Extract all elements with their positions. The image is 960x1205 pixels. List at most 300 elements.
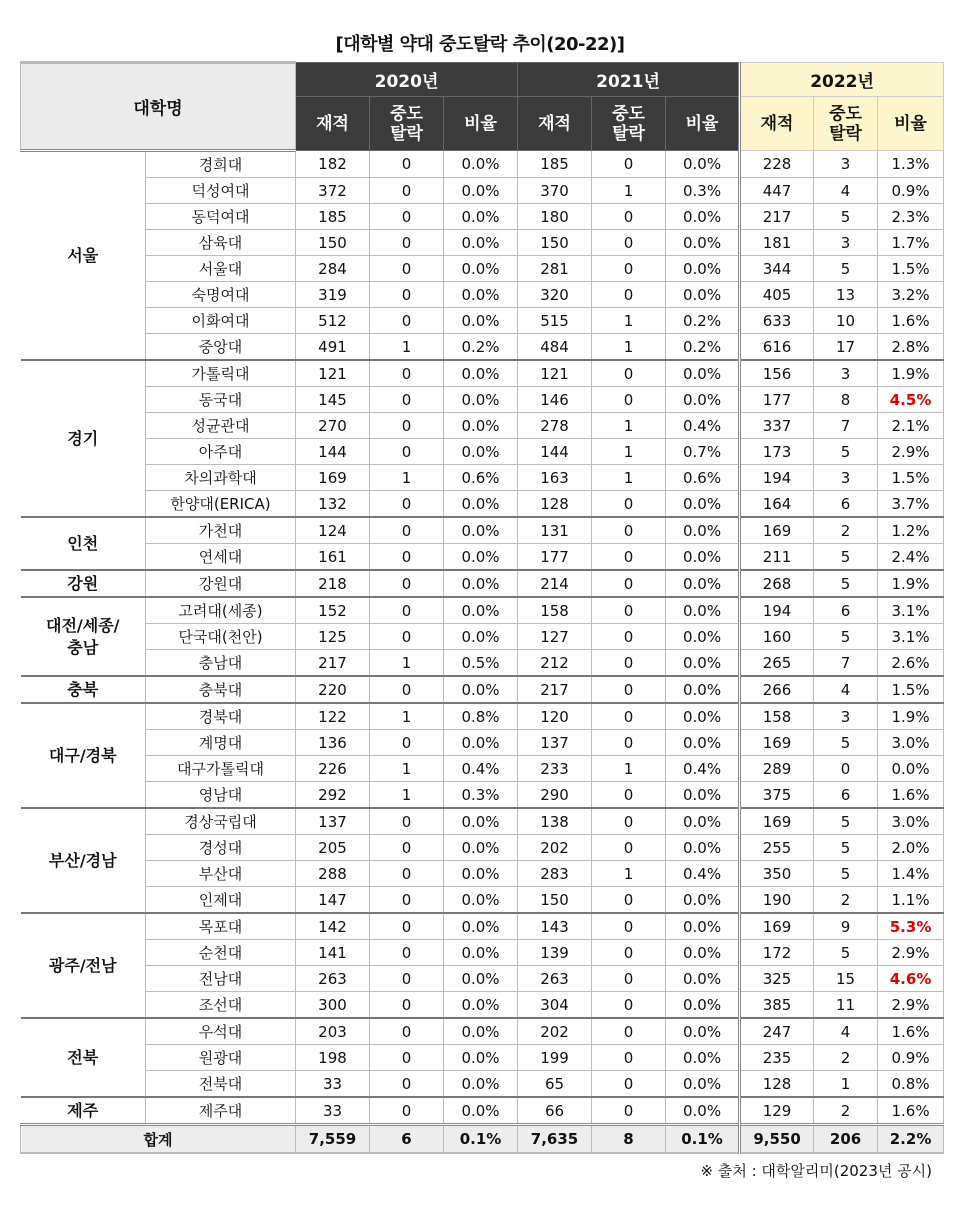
table-row: [21, 1097, 944, 1125]
value-cell: 289: [740, 756, 814, 782]
value-cell: 0: [592, 282, 666, 308]
value-cell: 139: [518, 940, 592, 966]
value-cell: 0.0%: [666, 1045, 740, 1071]
value-cell: 2.9%: [878, 439, 944, 465]
value-cell: 300: [296, 992, 370, 1019]
value-cell: 337: [740, 413, 814, 439]
value-cell: 129: [740, 1097, 814, 1125]
value-cell: 2.8%: [878, 334, 944, 361]
value-cell: 5: [814, 808, 878, 835]
university-name: 이화여대: [146, 308, 296, 334]
value-cell: 1: [370, 756, 444, 782]
university-name: 고려대(세종): [146, 597, 296, 624]
total-value: 9,550: [740, 1125, 814, 1154]
value-cell: 0.0%: [444, 1097, 518, 1125]
value-cell: 484: [518, 334, 592, 361]
value-cell: 0.2%: [666, 334, 740, 361]
value-cell: 0.0%: [666, 992, 740, 1019]
value-cell: 0.0%: [444, 992, 518, 1019]
value-cell: 0.0%: [666, 387, 740, 413]
value-cell: 4: [814, 676, 878, 703]
value-cell: 0.0%: [666, 913, 740, 940]
value-cell: 0.0%: [444, 204, 518, 230]
value-cell: 304: [518, 992, 592, 1019]
university-name: 경성대: [146, 835, 296, 861]
value-cell: 5: [814, 204, 878, 230]
value-cell: 1.6%: [878, 1018, 944, 1045]
value-cell: 0.4%: [666, 756, 740, 782]
header-year-2020: 2020년: [296, 63, 518, 97]
header-year-2022: 2022년: [740, 63, 944, 97]
value-cell: 1.6%: [878, 1097, 944, 1125]
table-row: [21, 151, 944, 178]
value-cell: 0.0%: [666, 1018, 740, 1045]
table-row: [21, 808, 944, 835]
value-cell: 0.0%: [666, 1097, 740, 1125]
value-cell: 203: [296, 1018, 370, 1045]
value-cell: 3.2%: [878, 282, 944, 308]
value-cell: 177: [740, 387, 814, 413]
university-name: 아주대: [146, 439, 296, 465]
university-name: 경북대: [146, 703, 296, 730]
value-cell: 2: [814, 1097, 878, 1125]
value-cell: 0: [370, 360, 444, 387]
value-cell: 1: [592, 756, 666, 782]
university-name: 가천대: [146, 517, 296, 544]
table-row: [21, 597, 944, 624]
value-cell: 283: [518, 861, 592, 887]
value-cell: 169: [740, 730, 814, 756]
table-row: [21, 624, 944, 650]
university-name: 충북대: [146, 676, 296, 703]
value-cell: 0: [592, 966, 666, 992]
value-cell: 156: [740, 360, 814, 387]
value-cell: 0: [592, 703, 666, 730]
value-cell: 0.2%: [666, 308, 740, 334]
value-cell: 0: [592, 204, 666, 230]
value-cell: 372: [296, 178, 370, 204]
value-cell: 194: [740, 597, 814, 624]
value-cell: 0.0%: [666, 204, 740, 230]
value-cell: 350: [740, 861, 814, 887]
value-cell: 4: [814, 1018, 878, 1045]
region-cell: 부산/경남: [21, 808, 146, 913]
value-cell: 1.6%: [878, 782, 944, 809]
value-cell: 447: [740, 178, 814, 204]
value-cell: 0.0%: [666, 570, 740, 597]
table-row: [21, 703, 944, 730]
value-cell: 281: [518, 256, 592, 282]
value-cell: 0.0%: [444, 544, 518, 571]
value-cell: 5: [814, 940, 878, 966]
value-cell: 5: [814, 835, 878, 861]
value-cell: 0: [370, 544, 444, 571]
value-cell: 0.9%: [878, 1045, 944, 1071]
value-cell: 161: [296, 544, 370, 571]
value-cell: 1: [370, 703, 444, 730]
university-name: 목포대: [146, 913, 296, 940]
value-cell: 0: [370, 966, 444, 992]
value-cell: 0: [592, 782, 666, 809]
total-value: 8: [592, 1125, 666, 1154]
value-cell: 0.0%: [444, 413, 518, 439]
value-cell: 214: [518, 570, 592, 597]
value-cell: 0.7%: [666, 439, 740, 465]
value-cell: 190: [740, 887, 814, 914]
value-cell: 405: [740, 282, 814, 308]
value-cell: 633: [740, 308, 814, 334]
value-cell: 1.5%: [878, 676, 944, 703]
value-cell: 1: [592, 308, 666, 334]
value-cell: 0.0%: [666, 360, 740, 387]
value-cell: 278: [518, 413, 592, 439]
value-cell: 2: [814, 517, 878, 544]
value-cell: 0.0%: [666, 491, 740, 518]
value-cell: 169: [740, 808, 814, 835]
value-cell: 169: [740, 913, 814, 940]
value-cell: 0: [592, 230, 666, 256]
value-cell: 137: [296, 808, 370, 835]
region-cell: 인천: [21, 517, 146, 570]
value-cell: 0.0%: [444, 730, 518, 756]
region-cell: 강원: [21, 570, 146, 597]
value-cell: 0: [592, 517, 666, 544]
region-cell: 경기: [21, 360, 146, 517]
value-cell: 0: [370, 1097, 444, 1125]
table-row: [21, 282, 944, 308]
region-cell: 서울: [21, 151, 146, 361]
total-value: 7,635: [518, 1125, 592, 1154]
header-university: 대학명: [21, 63, 296, 151]
value-cell: 0: [370, 835, 444, 861]
university-name: 전남대: [146, 966, 296, 992]
value-cell: 131: [518, 517, 592, 544]
university-name: 경희대: [146, 151, 296, 178]
value-cell: 194: [740, 465, 814, 491]
value-cell: 1: [370, 782, 444, 809]
value-cell: 10: [814, 308, 878, 334]
table-row: [21, 256, 944, 282]
value-cell: 0: [370, 178, 444, 204]
value-cell: 220: [296, 676, 370, 703]
region-cell: 전북: [21, 1018, 146, 1097]
value-cell: 0.0%: [444, 308, 518, 334]
value-cell: 3.1%: [878, 597, 944, 624]
header-ratio-2022: 비율: [878, 97, 944, 151]
value-cell: 0.0%: [444, 491, 518, 518]
value-cell: 0.8%: [444, 703, 518, 730]
value-cell: 1: [370, 650, 444, 677]
value-cell: 164: [740, 491, 814, 518]
value-cell: 0.0%: [666, 517, 740, 544]
value-cell: 0.4%: [444, 756, 518, 782]
value-cell: 147: [296, 887, 370, 914]
total-value: 2.2%: [878, 1125, 944, 1154]
table-row: [21, 334, 944, 361]
value-cell: 263: [296, 966, 370, 992]
region-cell: 대전/세종/ 충남: [21, 597, 146, 676]
value-cell: 0: [370, 913, 444, 940]
total-value: 0.1%: [444, 1125, 518, 1154]
value-cell: 1.3%: [878, 151, 944, 178]
value-cell: 0.0%: [666, 782, 740, 809]
value-cell: 1: [814, 1071, 878, 1098]
value-cell: 1.9%: [878, 703, 944, 730]
university-name: 가톨릭대: [146, 360, 296, 387]
table-row: [21, 413, 944, 439]
value-cell: 8: [814, 387, 878, 413]
table-row: [21, 491, 944, 518]
university-name: 원광대: [146, 1045, 296, 1071]
value-cell: 142: [296, 913, 370, 940]
value-cell: 1.2%: [878, 517, 944, 544]
value-cell: 1: [592, 334, 666, 361]
value-cell: 385: [740, 992, 814, 1019]
value-cell: 270: [296, 413, 370, 439]
value-cell: 120: [518, 703, 592, 730]
value-cell: 1.9%: [878, 360, 944, 387]
value-cell: 0.0%: [444, 360, 518, 387]
value-cell: 0.0%: [666, 151, 740, 178]
value-cell: 0.0%: [444, 256, 518, 282]
value-cell: 5: [814, 570, 878, 597]
value-cell: 0: [592, 1045, 666, 1071]
value-cell: 1: [592, 413, 666, 439]
value-cell: 1: [370, 465, 444, 491]
university-name: 한양대(ERICA): [146, 491, 296, 518]
value-cell: 9: [814, 913, 878, 940]
value-cell: 0.3%: [444, 782, 518, 809]
region-cell: 광주/전남: [21, 913, 146, 1018]
value-cell: 0: [592, 676, 666, 703]
value-cell: 0: [370, 940, 444, 966]
value-cell: 0.0%: [444, 597, 518, 624]
value-cell: 344: [740, 256, 814, 282]
value-cell: 0.0%: [666, 230, 740, 256]
value-cell: 122: [296, 703, 370, 730]
university-name: 충남대: [146, 650, 296, 677]
value-cell: 169: [740, 517, 814, 544]
header-ratio-2020: 비율: [444, 97, 518, 151]
value-cell: 3: [814, 465, 878, 491]
value-cell: 2.9%: [878, 992, 944, 1019]
value-cell: 152: [296, 597, 370, 624]
value-cell: 0.0%: [666, 730, 740, 756]
value-cell: 3.0%: [878, 808, 944, 835]
value-cell: 288: [296, 861, 370, 887]
university-name: 중앙대: [146, 334, 296, 361]
value-cell: 226: [296, 756, 370, 782]
value-cell: 0.3%: [666, 178, 740, 204]
university-name: 제주대: [146, 1097, 296, 1125]
value-cell: 0.5%: [444, 650, 518, 677]
table-row: [21, 940, 944, 966]
table-row: [21, 756, 944, 782]
value-cell: 3: [814, 151, 878, 178]
value-cell: 66: [518, 1097, 592, 1125]
value-cell: 0: [592, 887, 666, 914]
header-enrolled-2021: 재적: [518, 97, 592, 151]
value-cell: 0: [592, 360, 666, 387]
value-cell: 65: [518, 1071, 592, 1098]
total-value: 206: [814, 1125, 878, 1154]
value-cell: 0: [592, 387, 666, 413]
table-row: [21, 570, 944, 597]
value-cell: 141: [296, 940, 370, 966]
value-cell: 199: [518, 1045, 592, 1071]
value-cell: 0: [592, 544, 666, 571]
university-name: 우석대: [146, 1018, 296, 1045]
header-enrolled-2020: 재적: [296, 97, 370, 151]
total-value: 6: [370, 1125, 444, 1154]
value-cell: 163: [518, 465, 592, 491]
university-name: 부산대: [146, 861, 296, 887]
value-cell: 0: [592, 835, 666, 861]
value-cell: 0: [592, 1018, 666, 1045]
value-cell: 0.0%: [444, 517, 518, 544]
value-cell: 0.6%: [666, 465, 740, 491]
value-cell: 0.2%: [444, 334, 518, 361]
total-row: [21, 1125, 944, 1154]
value-cell: 5.3%: [878, 913, 944, 940]
value-cell: 146: [518, 387, 592, 413]
total-label: 합계: [21, 1125, 296, 1154]
region-cell: 대구/경북: [21, 703, 146, 808]
value-cell: 0.0%: [666, 808, 740, 835]
value-cell: 0.0%: [666, 940, 740, 966]
table-row: [21, 387, 944, 413]
value-cell: 0.0%: [444, 178, 518, 204]
value-cell: 370: [518, 178, 592, 204]
value-cell: 0: [370, 808, 444, 835]
header-dropout-2021: 중도 탈락: [592, 97, 666, 151]
value-cell: 0: [370, 1071, 444, 1098]
value-cell: 198: [296, 1045, 370, 1071]
university-name: 계명대: [146, 730, 296, 756]
value-cell: 0: [592, 624, 666, 650]
value-cell: 138: [518, 808, 592, 835]
value-cell: 143: [518, 913, 592, 940]
value-cell: 0.0%: [444, 835, 518, 861]
value-cell: 33: [296, 1071, 370, 1098]
value-cell: 3.0%: [878, 730, 944, 756]
value-cell: 0: [592, 913, 666, 940]
value-cell: 158: [518, 597, 592, 624]
university-name: 삼육대: [146, 230, 296, 256]
university-name: 순천대: [146, 940, 296, 966]
university-name: 대구가톨릭대: [146, 756, 296, 782]
value-cell: 121: [518, 360, 592, 387]
header-ratio-2021: 비율: [666, 97, 740, 151]
value-cell: 0: [370, 282, 444, 308]
value-cell: 0.0%: [666, 676, 740, 703]
table-row: [21, 913, 944, 940]
value-cell: 0: [592, 1097, 666, 1125]
value-cell: 128: [518, 491, 592, 518]
value-cell: 1.6%: [878, 308, 944, 334]
university-name: 차의과학대: [146, 465, 296, 491]
table-row: [21, 544, 944, 571]
header-dropout-2020: 중도 탈락: [370, 97, 444, 151]
value-cell: 144: [518, 439, 592, 465]
value-cell: 217: [296, 650, 370, 677]
value-cell: 5: [814, 256, 878, 282]
value-cell: 128: [740, 1071, 814, 1098]
value-cell: 228: [740, 151, 814, 178]
university-name: 숙명여대: [146, 282, 296, 308]
value-cell: 616: [740, 334, 814, 361]
value-cell: 0: [592, 940, 666, 966]
value-cell: 0.0%: [666, 835, 740, 861]
value-cell: 0: [592, 808, 666, 835]
table-row: [21, 1071, 944, 1098]
value-cell: 3: [814, 230, 878, 256]
value-cell: 218: [296, 570, 370, 597]
value-cell: 0.0%: [444, 1071, 518, 1098]
value-cell: 0.0%: [444, 570, 518, 597]
value-cell: 6: [814, 491, 878, 518]
table-row: [21, 517, 944, 544]
value-cell: 292: [296, 782, 370, 809]
university-name: 연세대: [146, 544, 296, 571]
value-cell: 15: [814, 966, 878, 992]
value-cell: 3: [814, 703, 878, 730]
value-cell: 268: [740, 570, 814, 597]
value-cell: 0.0%: [666, 256, 740, 282]
value-cell: 3.1%: [878, 624, 944, 650]
table-title: [대학별 약대 중도탈락 추이(20-22)]: [335, 34, 625, 55]
value-cell: 205: [296, 835, 370, 861]
value-cell: 0: [592, 1071, 666, 1098]
value-cell: 132: [296, 491, 370, 518]
value-cell: 0: [370, 151, 444, 178]
value-cell: 512: [296, 308, 370, 334]
value-cell: 1: [592, 178, 666, 204]
university-name: 서울대: [146, 256, 296, 282]
value-cell: 125: [296, 624, 370, 650]
value-cell: 33: [296, 1097, 370, 1125]
value-cell: 0: [370, 624, 444, 650]
value-cell: 180: [518, 204, 592, 230]
region-cell: 충북: [21, 676, 146, 703]
value-cell: 6: [814, 782, 878, 809]
value-cell: 202: [518, 1018, 592, 1045]
value-cell: 0.0%: [666, 282, 740, 308]
value-cell: 0.0%: [444, 439, 518, 465]
value-cell: 1.7%: [878, 230, 944, 256]
value-cell: 4.5%: [878, 387, 944, 413]
value-cell: 3: [814, 360, 878, 387]
value-cell: 3.7%: [878, 491, 944, 518]
value-cell: 284: [296, 256, 370, 282]
value-cell: 0: [592, 256, 666, 282]
university-name: 조선대: [146, 992, 296, 1019]
value-cell: 4: [814, 178, 878, 204]
value-cell: 0: [592, 491, 666, 518]
value-cell: 265: [740, 650, 814, 677]
table-row: [21, 308, 944, 334]
university-name: 덕성여대: [146, 178, 296, 204]
value-cell: 177: [518, 544, 592, 571]
value-cell: 0: [814, 756, 878, 782]
university-name: 성균관대: [146, 413, 296, 439]
value-cell: 2.9%: [878, 940, 944, 966]
dropout-table: [20, 61, 944, 1154]
value-cell: 325: [740, 966, 814, 992]
table-row: [21, 465, 944, 491]
value-cell: 6: [814, 597, 878, 624]
table-row: [21, 992, 944, 1019]
